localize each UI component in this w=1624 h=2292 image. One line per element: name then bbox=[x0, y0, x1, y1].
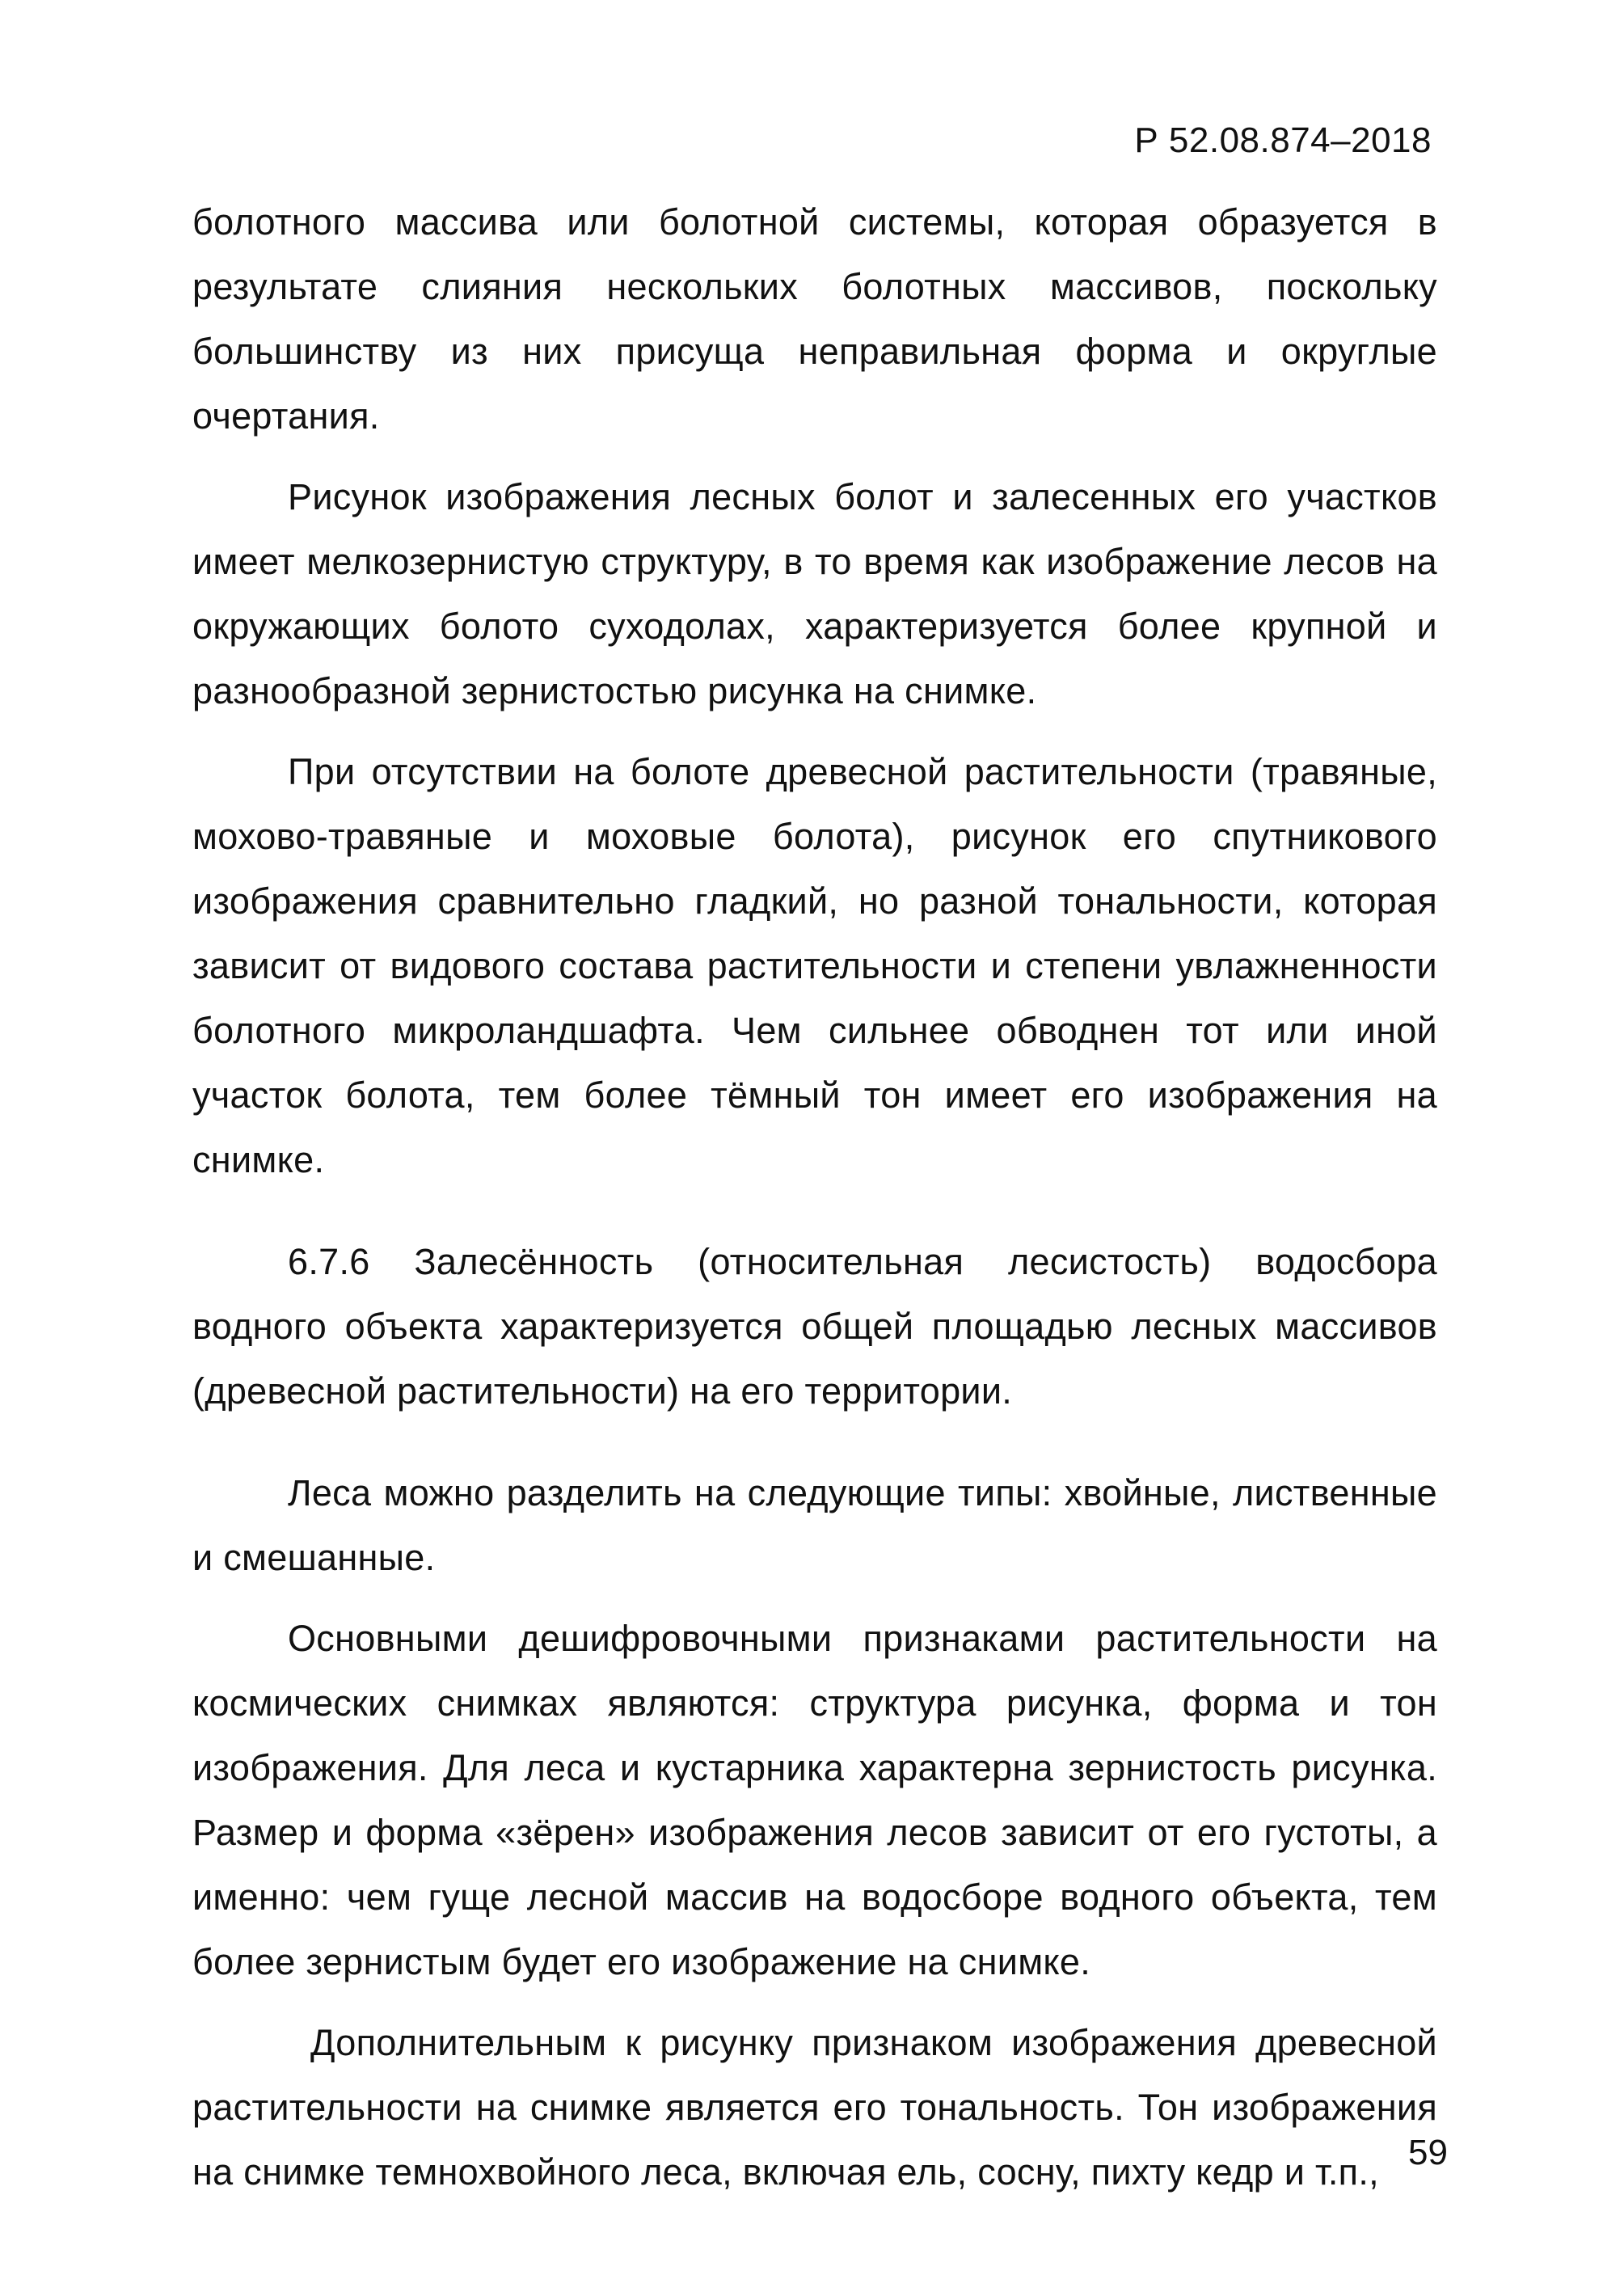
paragraph-tonality: Дополнительным к рисунку признаком изображения древесной растительности на снимке является его тональность. Тон изображения на снимке темнохвойного леса, включая ель, сосну, пихту кедр и т.п., bbox=[192, 2022, 1437, 2193]
paragraph-forest-types: Леса можно разделить на следующие типы: хвойные, лиственные и смешанные. bbox=[192, 1472, 1437, 1578]
paragraph-spacer bbox=[192, 1424, 1437, 1461]
section-spacer bbox=[192, 1192, 1437, 1230]
paragraph-spacer bbox=[192, 1994, 1437, 2011]
paragraph-interpretation-signs: Основными дешифровочными признаками растительности на космических снимках являются: структура рисунка, форма и тон изображения. Для леса и кустарника характерна зернистость рисунка. Размер и форма «зёрен» изображения лесов зависит от его густоты, а именно: чем гуще лесной массив на водосборе водного объекта, тем более зернистым будет его изображение на снимке. bbox=[192, 1618, 1437, 1982]
document-body bbox=[192, 190, 1437, 2205]
paragraph-treeless-bogs: При отсутствии на болоте древесной растительности (травяные, мохово-травяные и моховые болота), рисунок его спутникового изображения сравнительно гладкий, но разной тональности, которая зависит от видового состава растительности и степени увлажненности болотного микроландшафта. Чем сильнее обводнен тот или иной участок болота, тем более тёмный тон имеет его изображения на снимке. bbox=[192, 751, 1437, 1180]
paragraph-continuation: болотного массива или болотной системы, которая образуется в результате слияния нескольких болотных массивов, поскольку большинству из них присуща неправильная форма и округлые очертания. bbox=[192, 201, 1437, 437]
paragraph-forest-bogs: Рисунок изображения лесных болот и залесенных его участков имеет мелкозернистую структуру, в то время как изображение лесов на окружающих болото суходолах, характеризуется более крупной и разнообразной зернистостью рисунка на снимке. bbox=[192, 476, 1437, 711]
page-number: 59 bbox=[1408, 2133, 1448, 2172]
paragraph-spacer bbox=[192, 1590, 1437, 1606]
paragraph-spacer bbox=[192, 449, 1437, 465]
document-code: Р 52.08.874–2018 bbox=[1134, 120, 1432, 160]
section-6-7-6: 6.7.6 Залесённость (относительная лесистость) водосбора водного объекта характеризуется общей площадью лесных массивов (древесной растительности) на его территории. bbox=[192, 1241, 1437, 1412]
paragraph-spacer bbox=[192, 724, 1437, 740]
